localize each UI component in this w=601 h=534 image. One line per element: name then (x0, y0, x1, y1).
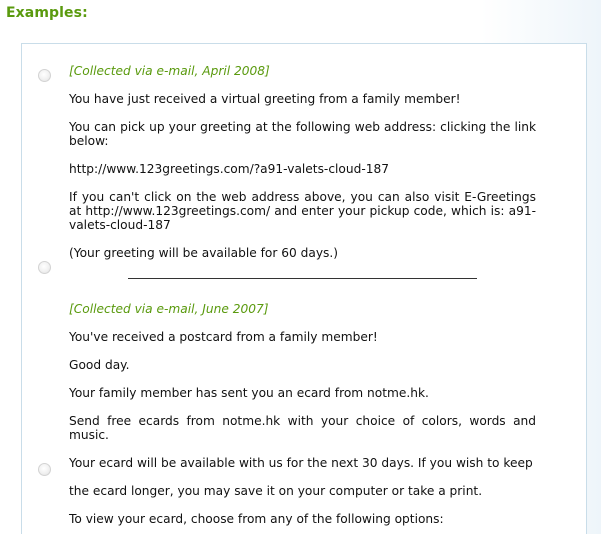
paragraph-line: Your ecard will be available with us for the next 30 days. If you wish to keep (69, 456, 533, 470)
separator-line (128, 278, 477, 279)
paragraph: Your family member has sent you an ecard from notme.hk. (69, 386, 429, 400)
paragraph: You have just received a virtual greeting from a family member! (69, 92, 461, 106)
paragraph: You've received a postcard from a family member! (69, 330, 378, 344)
paragraph: Good day. (69, 358, 130, 372)
paragraph: You can pick up your greeting at the following web address: clicking the link below: (69, 120, 536, 148)
paragraph: Send free ecards from notme.hk with your choice of colors, words and music. (69, 414, 536, 442)
url-text: http://www.123greetings.com/?a91-valets-cloud-187 (69, 162, 389, 176)
bullet-icon (38, 261, 51, 274)
paragraph: To view your ecard, choose from any of the following options: (69, 512, 444, 526)
source-note: [Collected via e-mail, April 2008] (69, 64, 270, 78)
paragraph: (Your greeting will be available for 60 days.) (69, 246, 339, 260)
source-note: [Collected via e-mail, June 2007] (69, 302, 269, 316)
paragraph-line: the ecard longer, you may save it on your computer or take a print. (69, 484, 483, 498)
bullet-icon (38, 463, 51, 476)
paragraph: If you can't click on the web address above, you can also visit E-Greetings at http://www.123greetings.com/ and enter your pickup code, which is: a91-valets-cloud-187 (69, 190, 536, 232)
examples-heading: Examples: (6, 5, 88, 21)
bullet-icon (38, 69, 51, 82)
